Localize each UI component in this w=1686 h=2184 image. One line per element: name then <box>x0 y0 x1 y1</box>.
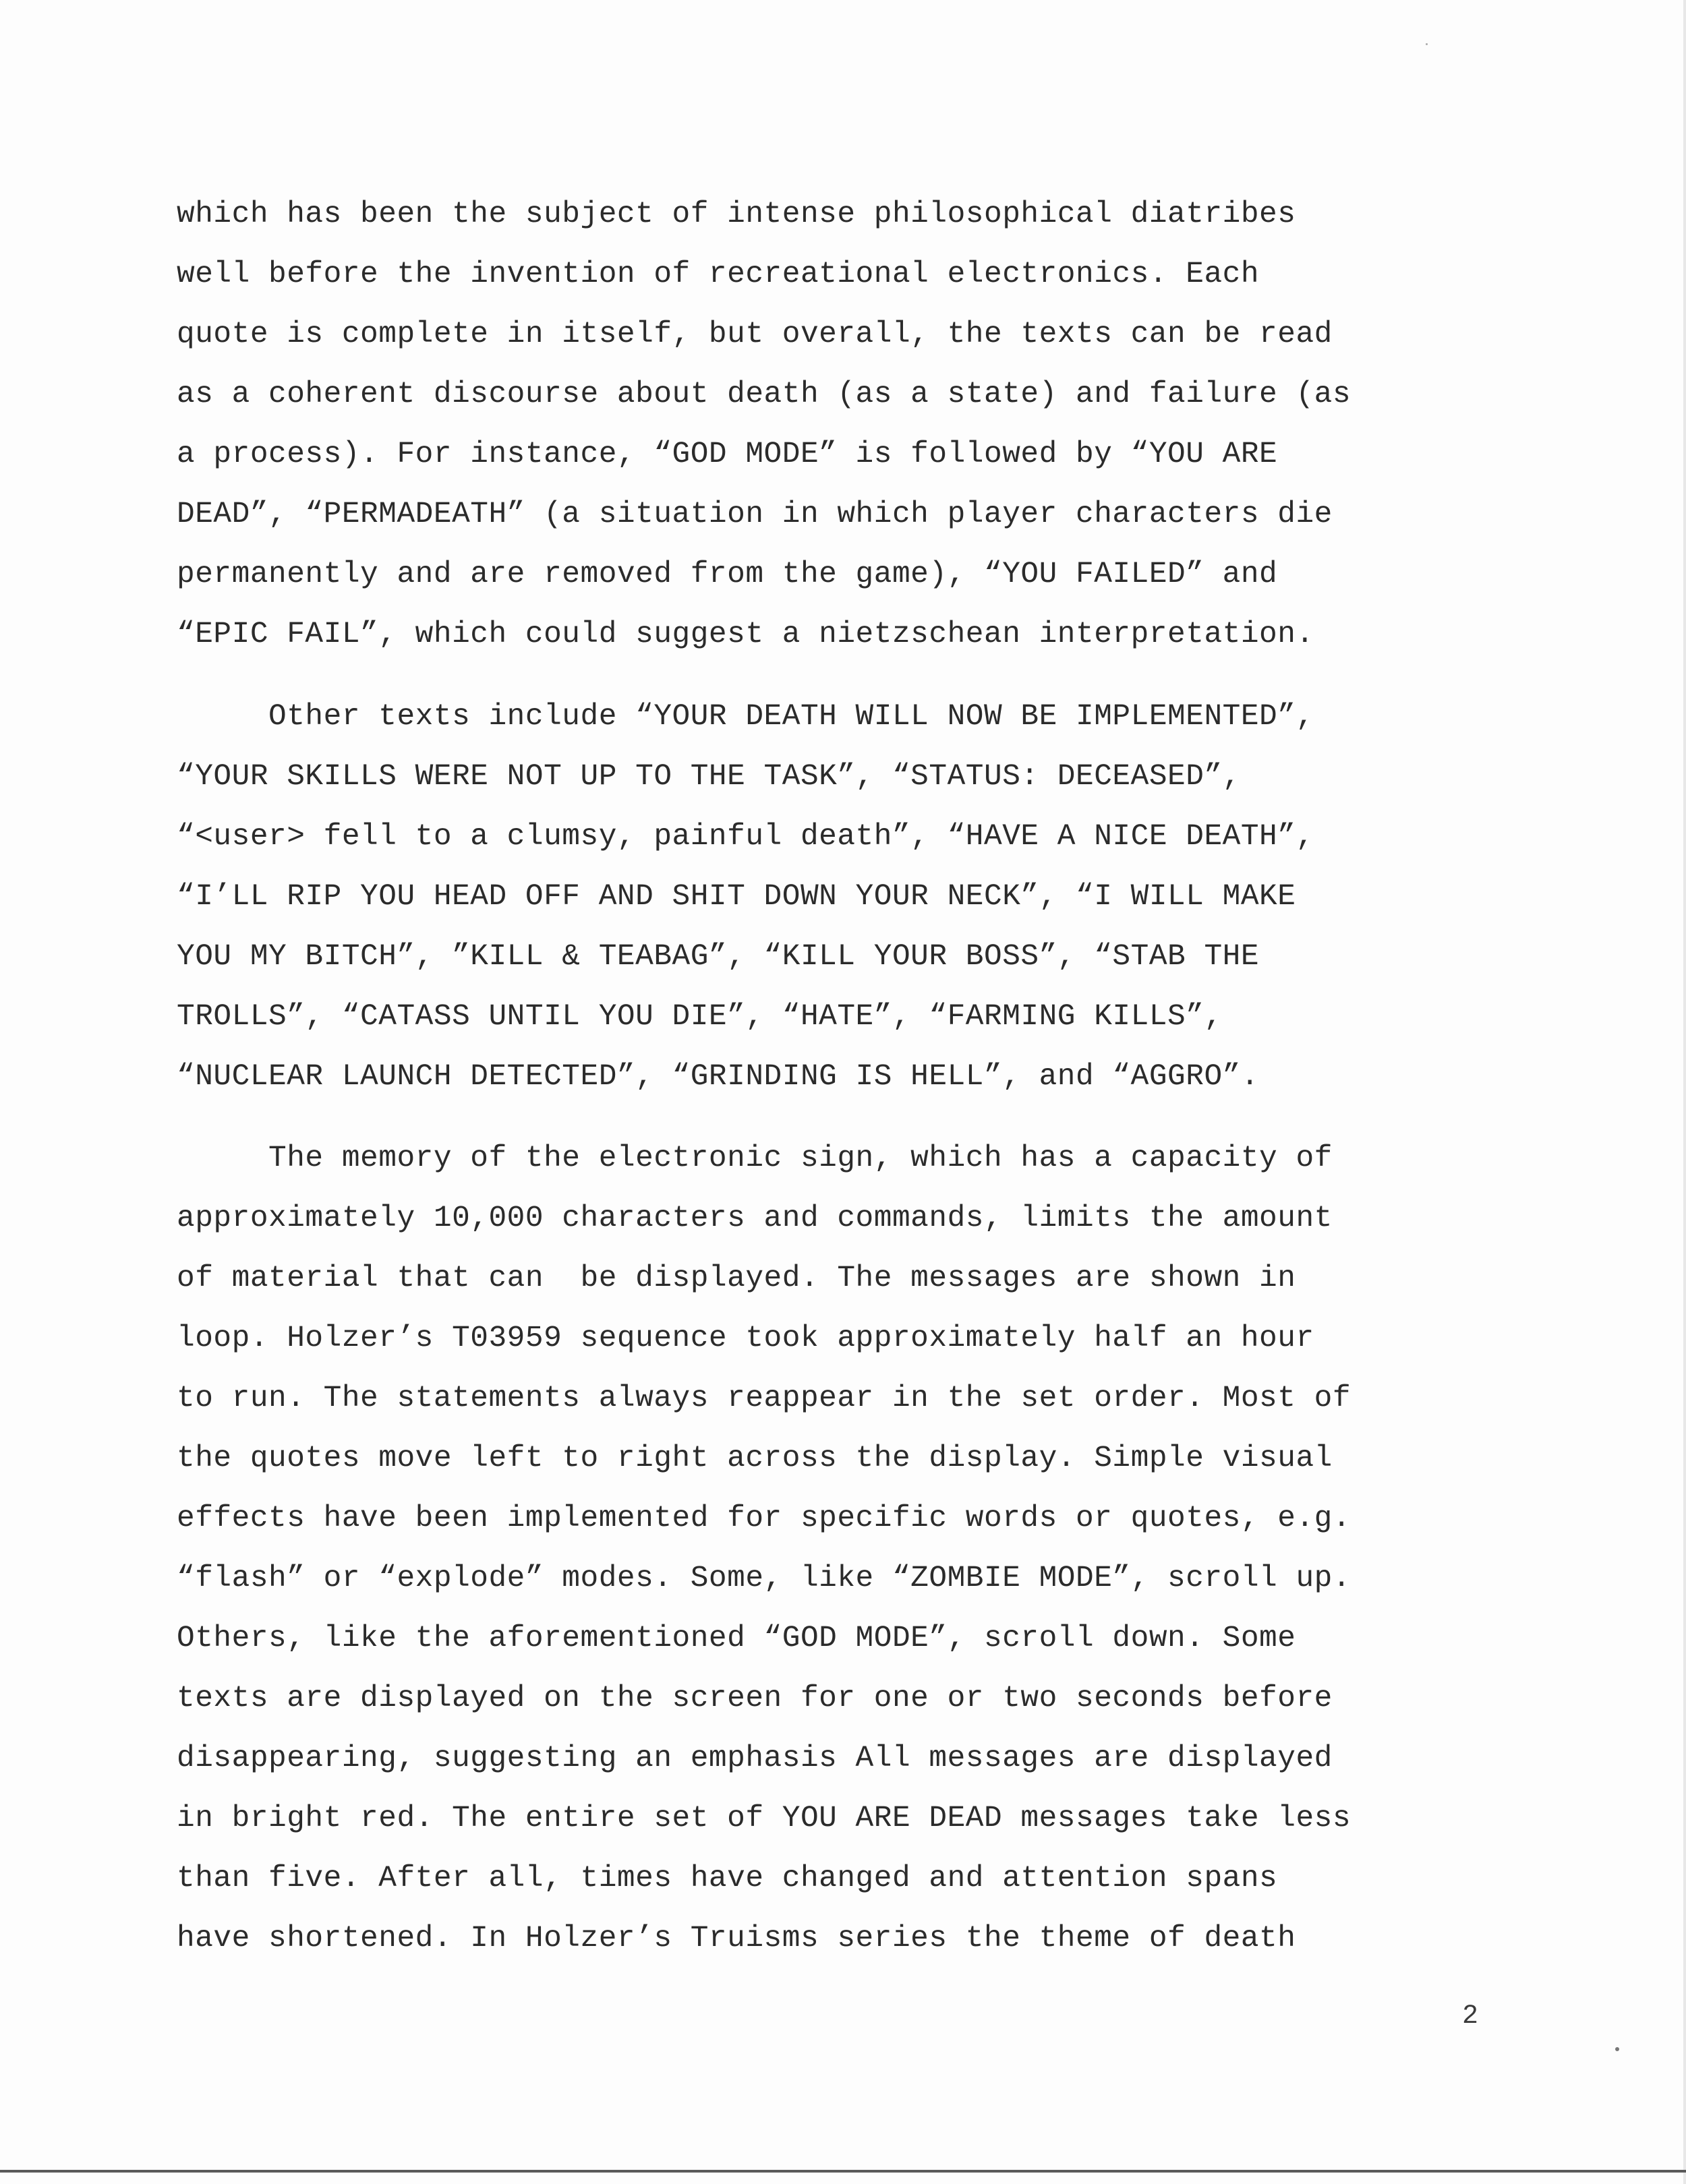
paragraph-1 <box>177 185 1478 665</box>
text-line: texts are displayed on the screen for one or two seconds before <box>177 1682 1333 1715</box>
scan-speck <box>1615 2047 1619 2051</box>
text-line: a process). For instance, “GOD MODE” is followed by “YOU ARE <box>177 438 1278 471</box>
text-line: in bright red. The entire set of YOU ARE DEAD messages take less <box>177 1802 1351 1835</box>
text-line: to run. The statements always reappear in the set order. Most of <box>177 1382 1351 1415</box>
text-line: The memory of the electronic sign, which has a capacity of <box>177 1142 1333 1175</box>
text-line: DEAD”, “PERMADEATH” (a situation in which player characters die <box>177 498 1333 531</box>
text-line: “<user> fell to a clumsy, painful death”, “HAVE A NICE DEATH”, <box>177 820 1314 854</box>
paragraph-2 <box>177 687 1478 1107</box>
text-line: well before the invention of recreational electronics. Each <box>177 258 1260 291</box>
text-line: quote is complete in itself, but overall, the texts can be read <box>177 318 1333 351</box>
text-line: “EPIC FAIL”, which could suggest a nietzschean interpretation. <box>177 618 1314 651</box>
text-line: “flash” or “explode” modes. Some, like “ZOMBIE MODE”, scroll up. <box>177 1562 1351 1595</box>
text-line: TROLLS”, “CATASS UNTIL YOU DIE”, “HATE”, “FARMING KILLS”, <box>177 1000 1223 1034</box>
text-line: “I’LL RIP YOU HEAD OFF AND SHIT DOWN YOUR NECK”, “I WILL MAKE <box>177 880 1296 914</box>
text-line: loop. Holzer’s T03959 sequence took approximately half an hour <box>177 1322 1314 1355</box>
text-line: as a coherent discourse about death (as a state) and failure (as <box>177 378 1351 411</box>
text-line: disappearing, suggesting an emphasis All messages are displayed <box>177 1742 1333 1775</box>
text-line: approximately 10,000 characters and commands, limits the amount <box>177 1202 1333 1235</box>
text-line: which has been the subject of intense philosophical diatribes <box>177 198 1296 231</box>
text-line: permanently and are removed from the game), “YOU FAILED” and <box>177 558 1278 591</box>
text-line: “YOUR SKILLS WERE NOT UP TO THE TASK”, “STATUS: DECEASED”, <box>177 760 1241 794</box>
scan-edge-bottom <box>0 2170 1686 2173</box>
text-line: the quotes move left to right across the display. Simple visual <box>177 1442 1333 1475</box>
text-line: have shortened. In Holzer’s Truisms series the theme of death <box>177 1922 1296 1955</box>
text-line: of material that can be displayed. The messages are shown in <box>177 1262 1296 1295</box>
paragraph-3 <box>177 1129 1478 1969</box>
text-line: YOU MY BITCH”, ”KILL & TEABAG”, “KILL YOUR BOSS”, “STAB THE <box>177 940 1260 974</box>
text-line: effects have been implemented for specific words or quotes, e.g. <box>177 1502 1351 1535</box>
scan-edge-right <box>1683 0 1686 2184</box>
scan-speck <box>1426 43 1428 45</box>
text-line: “NUCLEAR LAUNCH DETECTED”, “GRINDING IS HELL”, and “AGGRO”. <box>177 1060 1260 1094</box>
page-number: 2 <box>1462 2001 1479 2032</box>
text-line: than five. After all, times have changed and attention spans <box>177 1862 1278 1895</box>
text-line: Other texts include “YOUR DEATH WILL NOW BE IMPLEMENTED”, <box>177 700 1314 734</box>
text-line: Others, like the aforementioned “GOD MODE”, scroll down. Some <box>177 1622 1296 1655</box>
